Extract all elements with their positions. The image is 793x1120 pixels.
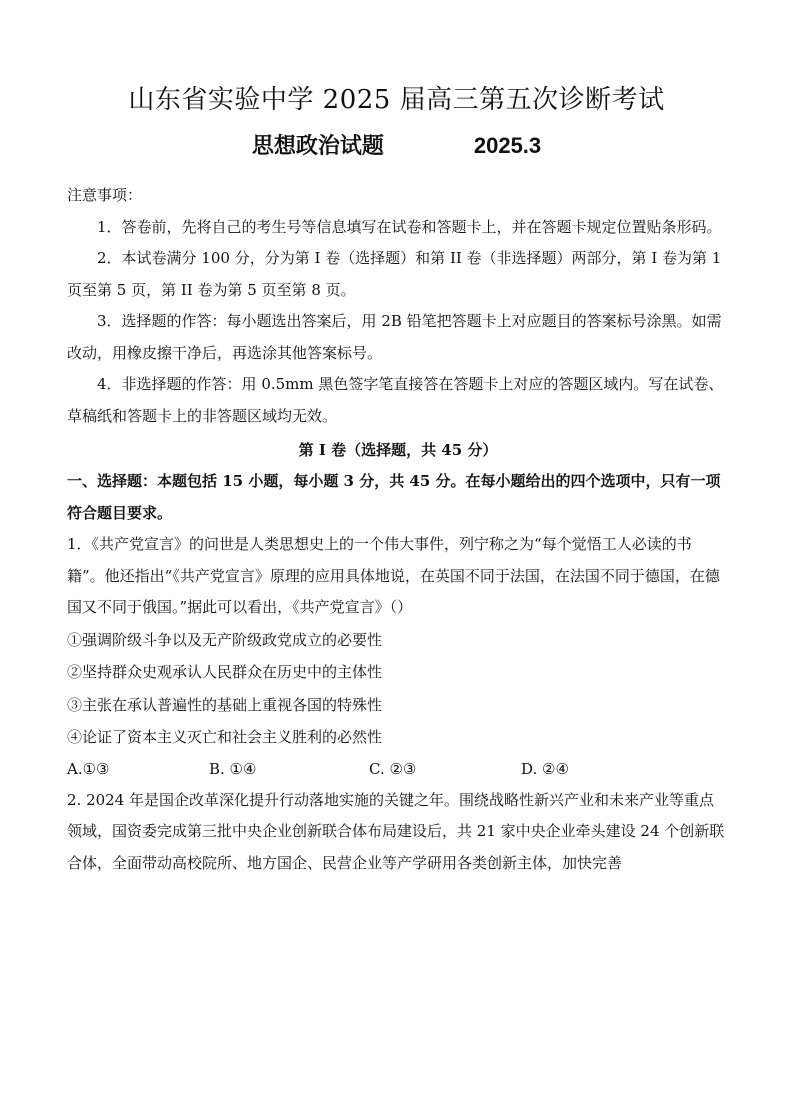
- subject-title: 思想政治试题: [251, 133, 384, 159]
- notice-item: 3．选择题的作答：每小题选出答案后，用 2B 铅笔把答题卡上对应题目的答案标号涂黑。如需改动，用橡皮擦干净后，再选涂其他答案标号。: [67, 312, 722, 362]
- choice-b: B. ①④: [209, 759, 257, 778]
- question-stem: 2. 2024 年是国企改革深化提升行动落地实施的关键之年。围绕战略性新兴产业和未来产业等重点领域，国资委完成第三批中央企业创新联合体布局建设后，共 21 家中央企业牵头建设 24 个创新联合体，全面带动高校院所、地方国企、民营企业等产学研用各类创新主体，加快完善: [67, 790, 725, 872]
- exam-subtitle-line: [0, 128, 793, 164]
- choice-c: C. ②③: [369, 759, 417, 778]
- question-statement: ②坚持群众史观承认人民群众在历史中的主体性: [67, 663, 383, 681]
- question-statement: ①强调阶级斗争以及无产阶级政党成立的必要性: [67, 630, 383, 649]
- question-stem: 1．《共产党宣言》的问世是人类思想史上的一个伟大事件，列宁称之为“每个觉悟工人必读的书籍”。他还指出“《共产党宣言》原理的应用具体地说，在英国不同于法国，在法国不同于德国，在德国又不同于俄国。”据此可以看出，《共产党宣言》（）: [67, 535, 720, 616]
- answer-choices: [67, 754, 687, 785]
- notice-heading: 注意事项：: [67, 186, 143, 204]
- question-statement: ④论证了资本主义灭亡和社会主义胜利的必然性: [67, 728, 383, 746]
- choice-d: D. ②④: [521, 759, 569, 778]
- notice-item: 2．本试卷满分 100 分，分为第 I 卷（选择题）和第 II 卷（非选择题）两部分，第 I 卷为第 1 页至第 5 页，第 II 卷为第 5 页至第 8 页。: [67, 249, 722, 299]
- notice-item: 1．答卷前，先将自己的考生号等信息填写在试卷和答题卡上，并在答题卡规定位置贴条形码。: [97, 217, 722, 236]
- section-instruction: 一、选择题：本题包括 15 小题，每小题 3 分，共 45 分。在每小题给出的四个选项中，只有一项符合题目要求。: [67, 472, 721, 522]
- question-statement: ③主张在承认普遍性的基础上重视各国的特殊性: [67, 695, 383, 714]
- exam-date: 2025.3: [473, 133, 542, 158]
- section-heading: 第 I 卷（选择题，共 45 分）: [298, 441, 498, 459]
- notice-item: 4．非选择题的作答：用 0.5mm 黑色签字笔直接答在答题卡上对应的答题区域内。写在试卷、草稿纸和答题卡上的非答题区域均无效。: [67, 375, 724, 425]
- exam-title: 山东省实验中学 2025 届高三第五次诊断考试: [128, 85, 665, 115]
- exam-content: [67, 180, 729, 879]
- choice-a: A.①③: [67, 759, 110, 778]
